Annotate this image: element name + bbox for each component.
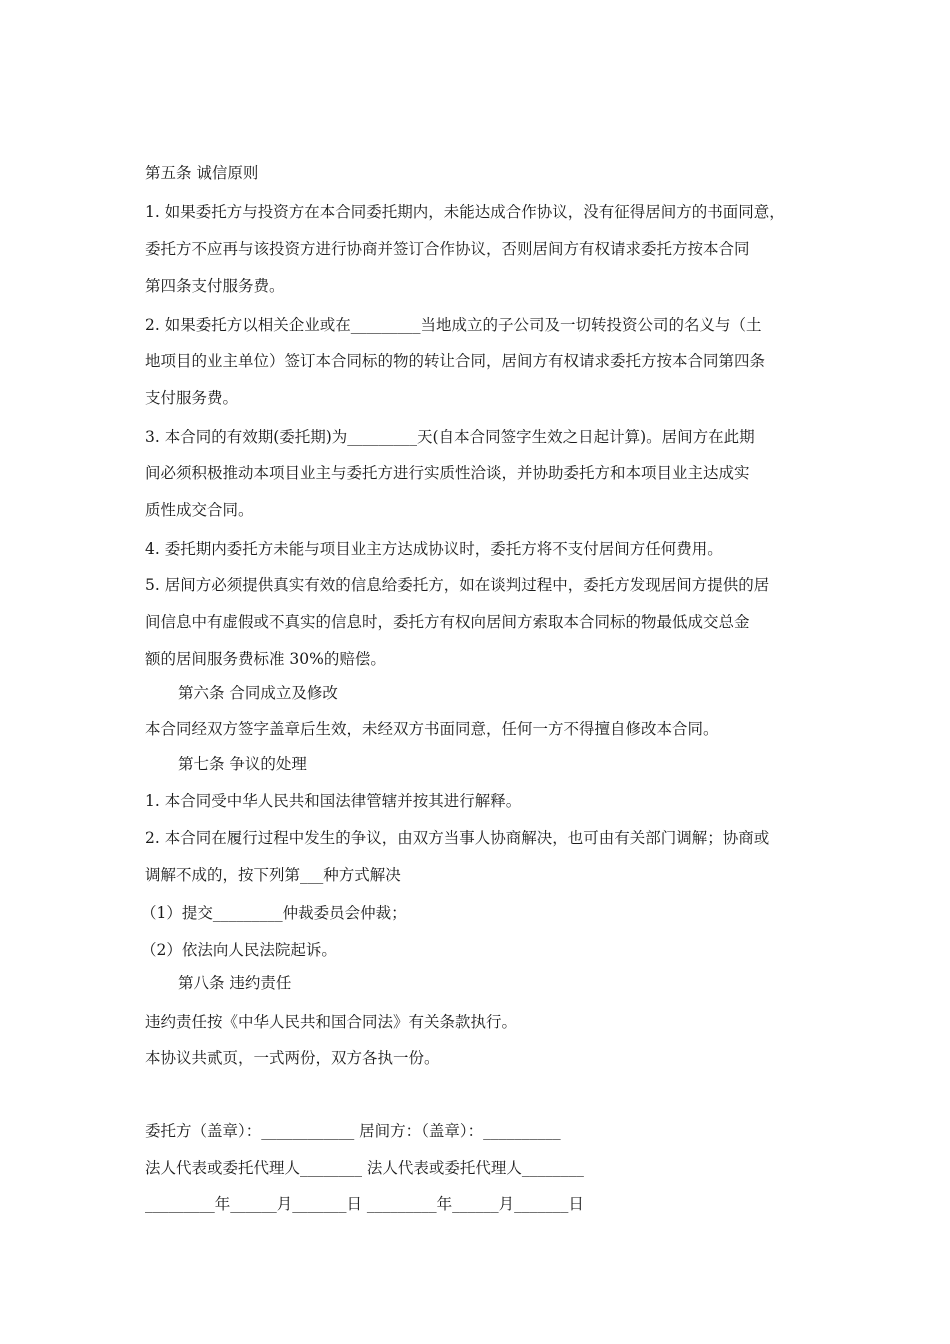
- article5-item5-line1: 5. 居间方必须提供真实有效的信息给委托方，如在谈判过程中，委托方发现居间方提供的居: [145, 576, 770, 594]
- article5-item2-line3: 支付服务费。: [145, 389, 239, 407]
- article6-heading: 第六条 合同成立及修改: [178, 684, 338, 702]
- article5-item5-line2: 间信息中有虚假或不真实的信息时，委托方有权向居间方索取本合同标的物最低成交总金: [145, 613, 750, 631]
- article5-item2-line2: 地项目的业主单位）签订本合同标的物的转让合同，居间方有权请求委托方按本合同第四条: [145, 352, 766, 370]
- signature-seal-line: 委托方（盖章）：____________ 居间方：（盖章）：__________: [145, 1122, 561, 1140]
- article8-text: 违约责任按《中华人民共和国合同法》有关条款执行。: [145, 1013, 518, 1031]
- article5-heading: 第五条 诚信原则: [145, 164, 259, 182]
- article7-option1: （1）提交_________仲裁委员会仲裁；: [141, 904, 407, 922]
- article7-item2-line2: 调解不成的，按下列第___种方式解决: [145, 866, 401, 884]
- article7-heading: 第七条 争议的处理: [178, 755, 307, 773]
- article5-item3-line2: 间必须积极推动本项目业主与委托方进行实质性洽谈，并协助委托方和本项目业主达成实: [145, 464, 750, 482]
- article7-item1: 1. 本合同受中华人民共和国法律管辖并按其进行解释。: [145, 792, 522, 810]
- article8-heading: 第八条 违约责任: [178, 974, 292, 992]
- article7-item2-line1: 2. 本合同在履行过程中发生的争议，由双方当事人协商解决，也可由有关部门调解；协商或: [145, 829, 770, 847]
- article6-text: 本合同经双方签字盖章后生效，未经双方书面同意，任何一方不得擅自修改本合同。: [145, 720, 719, 738]
- article5-item2-line1: 2. 如果委托方以相关企业或在_________当地成立的子公司及一切转投资公司的名义与（土: [145, 316, 762, 334]
- article5-item1-line2: 委托方不应再与该投资方进行协商并签订合作协议，否则居间方有权请求委托方按本合同: [145, 240, 750, 258]
- copies-statement: 本协议共贰页，一式两份，双方各执一份。: [145, 1049, 440, 1067]
- article5-item4: 4. 委托期内委托方未能与项目业主方达成协议时，委托方将不支付居间方任何费用。: [145, 540, 723, 558]
- article5-item1-line1: 1. 如果委托方与投资方在本合同委托期内，未能达成合作协议，没有征得居间方的书面同意，: [145, 203, 785, 221]
- article5-item3-line3: 质性成交合同。: [145, 501, 254, 519]
- signature-representative-line: 法人代表或委托代理人________ 法人代表或委托代理人________: [145, 1159, 584, 1177]
- article5-item3-line1: 3. 本合同的有效期(委托期)为_________天(自本合同签字生效之日起计算)。居间方在此期: [145, 428, 755, 446]
- article7-option2: （2）依法向人民法院起诉。: [141, 941, 337, 959]
- article5-item5-line3: 额的居间服务费标准 30%的赔偿。: [145, 650, 386, 668]
- article5-item1-line3: 第四条支付服务费。: [145, 277, 285, 295]
- signature-date-line: _________年______月_______日 _________年______月_______日: [145, 1195, 584, 1213]
